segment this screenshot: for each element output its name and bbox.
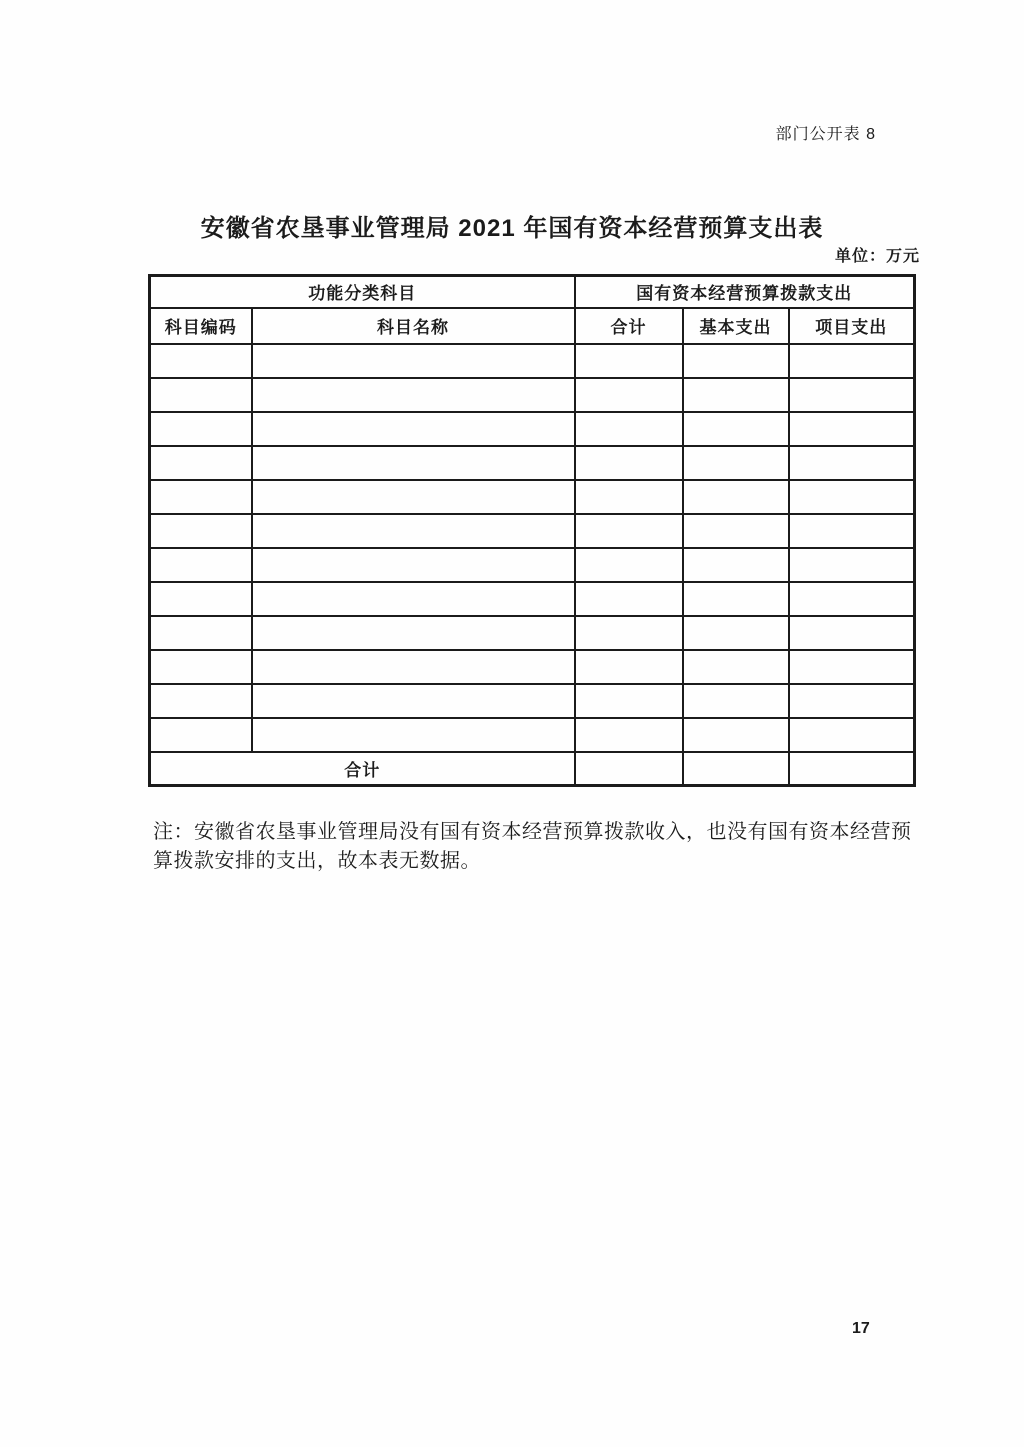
column-header-basic-expenditure: 基本支出 [683,308,789,344]
table-cell [789,684,915,718]
total-row-value-project [789,752,915,786]
table-cell [252,650,575,684]
table-cell [150,548,252,582]
table-cell [683,412,789,446]
table-cell [789,616,915,650]
table-row [150,582,915,616]
group-header-row [150,276,915,308]
budget-expenditure-table [148,274,916,787]
table-footer [150,752,915,786]
table-cell [789,582,915,616]
unit-label: 单位：万元 [834,248,920,265]
table-cell [252,378,575,412]
table-cell [575,378,683,412]
table-cell [252,344,575,378]
table-cell [789,480,915,514]
table-cell [150,446,252,480]
table-cell [575,412,683,446]
table-cell [575,446,683,480]
table-cell [150,718,252,752]
table-cell [683,718,789,752]
table-cell [575,344,683,378]
table-cell [150,344,252,378]
total-row-value-total [575,752,683,786]
group-header-function-classification: 功能分类科目 [150,276,575,308]
table-cell [575,480,683,514]
column-header-subject-name: 科目名称 [252,308,575,344]
table-cell [252,412,575,446]
table-row [150,344,915,378]
table-row [150,378,915,412]
table-row [150,650,915,684]
table-cell [575,548,683,582]
table-cell [150,616,252,650]
table-header [150,276,915,344]
table-cell [789,548,915,582]
table-cell [683,616,789,650]
footnote-line-2: 算拨款安排的支出，故本表无数据。 [153,850,481,872]
total-row-value-basic [683,752,789,786]
table-cell [575,582,683,616]
page-number: 17 [852,1320,870,1337]
column-header-total: 合计 [575,308,683,344]
table-cell [252,480,575,514]
table-cell [150,582,252,616]
column-header-subject-code: 科目编码 [150,308,252,344]
table-cell [683,548,789,582]
table-cell [150,480,252,514]
table-cell [683,344,789,378]
table-cell [150,684,252,718]
table-cell [683,684,789,718]
table-cell [150,650,252,684]
table-cell [575,650,683,684]
table-row [150,514,915,548]
table-cell [150,412,252,446]
table-cell [789,718,915,752]
table-row [150,616,915,650]
table-cell [252,446,575,480]
table-cell [683,582,789,616]
table-body [150,344,915,752]
table-cell [252,514,575,548]
table-row [150,718,915,752]
total-row [150,752,915,786]
table-row [150,446,915,480]
table-cell [789,344,915,378]
table-cell [575,616,683,650]
table-row [150,548,915,582]
table-row [150,480,915,514]
table-cell [252,718,575,752]
table-cell [789,412,915,446]
table-cell [252,582,575,616]
table-cell [575,718,683,752]
table-row [150,684,915,718]
table-cell [683,378,789,412]
table-cell [683,650,789,684]
table-cell [150,378,252,412]
document-classification-label: 部门公开表 8 [775,126,876,143]
table-cell [252,616,575,650]
table-cell [789,378,915,412]
group-header-state-capital-budget-expenditure: 国有资本经营预算拨款支出 [575,276,915,308]
total-row-label: 合计 [150,752,575,786]
table-cell [575,514,683,548]
table-cell [683,446,789,480]
footnote [153,818,939,876]
table-cell [683,514,789,548]
footnote-line-1: 注：安徽省农垦事业管理局没有国有资本经营预算拨款收入，也没有国有资本经营预 [153,821,912,843]
table-cell [683,480,789,514]
table-cell [252,684,575,718]
table-cell [789,514,915,548]
table-cell [252,548,575,582]
column-header-row [150,308,915,344]
table-row [150,412,915,446]
table-cell [575,684,683,718]
table-cell [789,446,915,480]
page-title: 安徽省农垦事业管理局 2021 年国有资本经营预算支出表 [200,215,824,243]
table-cell [150,514,252,548]
table-cell [789,650,915,684]
column-header-project-expenditure: 项目支出 [789,308,915,344]
